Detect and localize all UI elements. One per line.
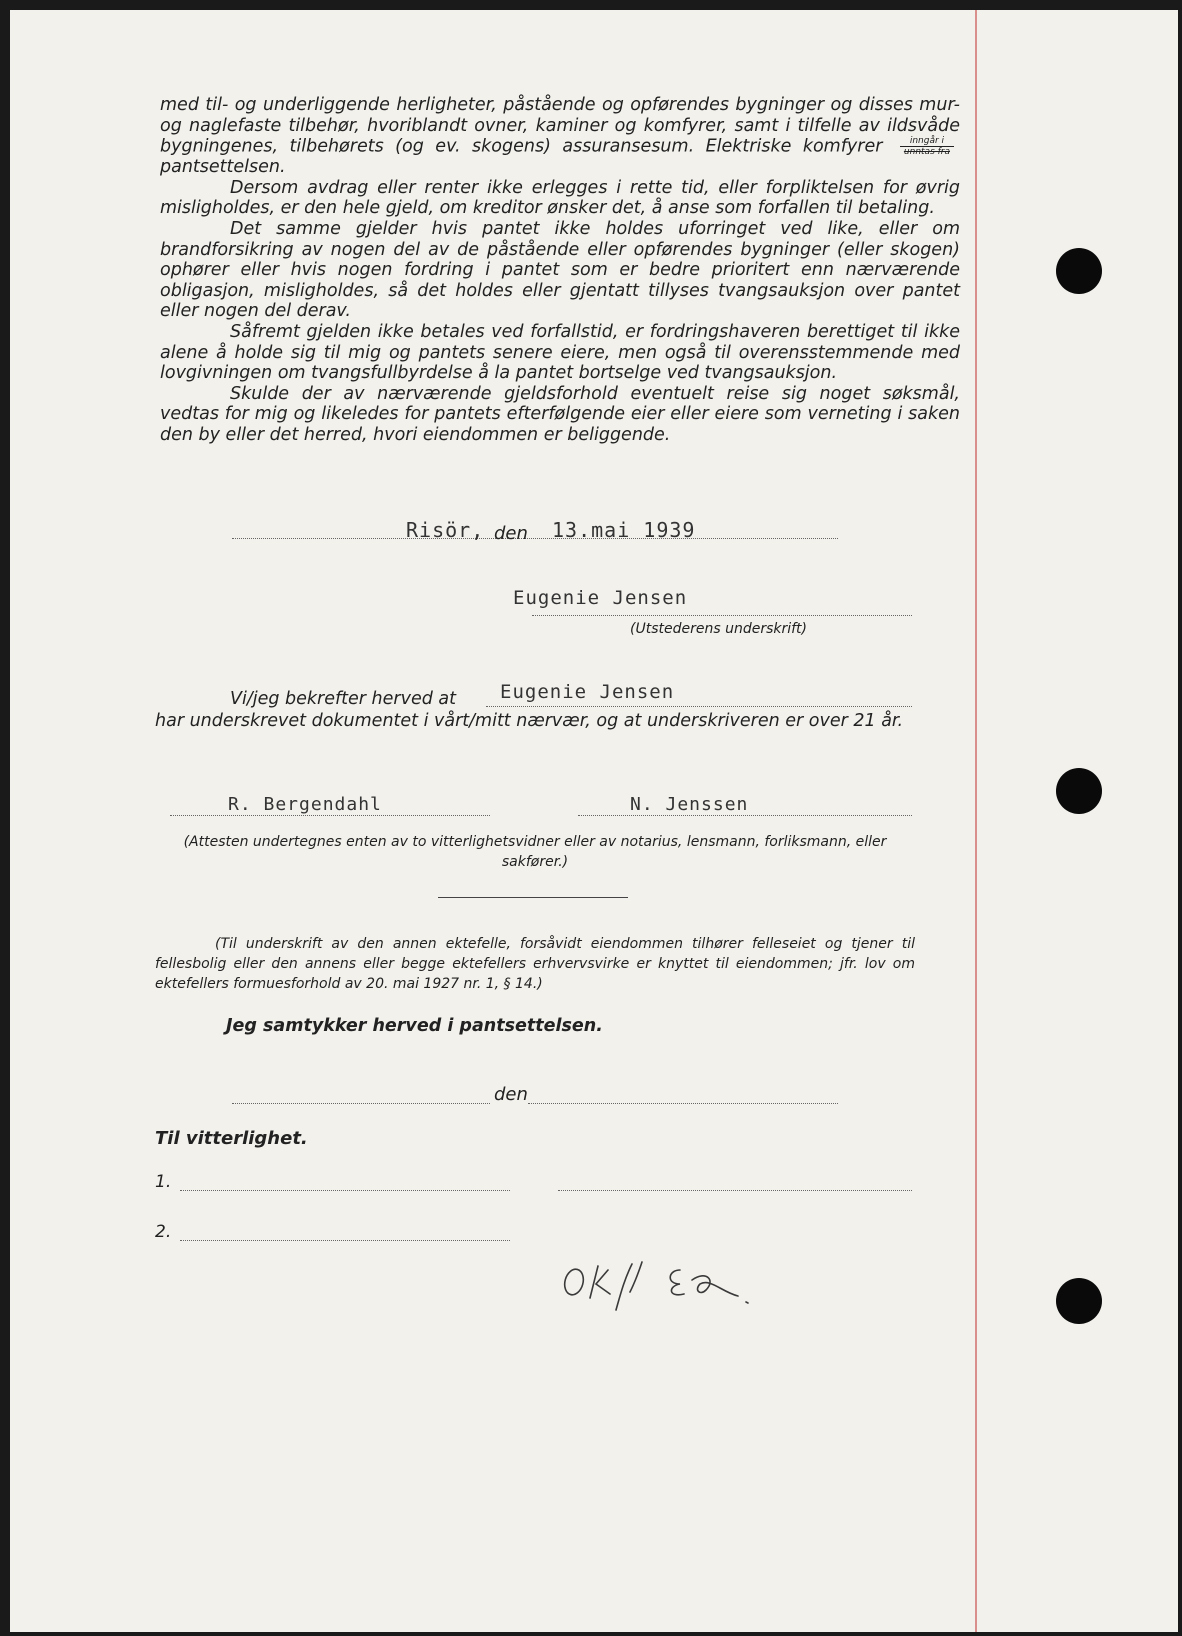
paragraph-5: Skulde der av nærværende gjeldsforhold eventuelt reise sig noget søksmål, vedtas for mig og likeledes for pantets efterfølgende eier eller eiere som verneting i saken den by eller det herred, hvori eiendommen er beliggende. <box>160 383 960 445</box>
paragraph-4: Såfremt gjelden ikke betales ved forfallstid, er fordringshaveren berettiget til ikke alene å holde sig til mig og pantets senere eiere, men også til overensstemmende med lovgivningen om tvangsfullbyrdelse å la pantet bortselge ved tvangsauksjon. <box>160 322 960 384</box>
punch-hole <box>1056 248 1102 294</box>
red-margin-line <box>975 10 977 1632</box>
fraction-choice <box>900 136 954 157</box>
mortgage-terms-text <box>160 95 960 446</box>
fraction-top: inngår i <box>900 136 954 147</box>
issuer-caption: (Utstederens underskrift) <box>630 621 808 637</box>
paragraph-1 <box>160 95 960 178</box>
place-line-2 <box>232 1103 490 1104</box>
place: Risör, <box>406 518 485 542</box>
attestation-note: (Attesten undertegnes enten av to vitterlighetsvidner eller av notarius, lensmann, forliksmann, eller sakfører.) <box>183 834 887 870</box>
witness-number-1: 1. <box>155 1172 172 1192</box>
witness-line-1b <box>558 1190 912 1191</box>
date: 13.mai 1939 <box>552 518 696 542</box>
date-line-2 <box>528 1103 838 1104</box>
confirmation-lead: Vi/jeg bekrefter herved at <box>230 689 456 709</box>
punch-hole <box>1056 768 1102 814</box>
witness-number-2: 2. <box>155 1222 172 1242</box>
confirmation-name: Eugenie Jensen <box>500 681 675 703</box>
paragraph-1-end: pantsettelsen. <box>160 157 286 178</box>
place-date-line <box>232 538 838 539</box>
issuer-name: Eugenie Jensen <box>513 587 688 609</box>
witness-1: R. Bergendahl <box>228 794 382 815</box>
issuer-signature-line <box>532 615 912 616</box>
witness-line-1a <box>180 1190 510 1191</box>
punch-hole <box>1056 1278 1102 1324</box>
confirmation-line <box>486 706 912 707</box>
consent-text: Jeg samtykker herved i pantsettelsen. <box>226 1016 603 1036</box>
witness-title: Til vitterlighet. <box>155 1128 308 1149</box>
witness-1-line <box>170 815 490 816</box>
separator-line <box>438 897 628 898</box>
confirmation-rest: har underskrevet dokumentet i vårt/mitt nærvær, og at underskriveren er over 21 år. <box>155 711 904 731</box>
paragraph-1-text: med til- og underliggende herligheter, påstående og opførendes bygninger og disses mur- og naglefaste tilbehør, hvoriblandt ovner, kaminer og komfyrer, samt i tilfelle av ildsvåde bygningenes, tilbehørets (og ev. skogens) assuransesum. Elektriske komfyrer <box>160 95 960 157</box>
witness-2-line <box>578 815 912 816</box>
fraction-bottom: unntas fra <box>903 147 950 158</box>
handwritten-ok-mark <box>550 1240 770 1320</box>
den-label-2: den <box>494 1084 528 1105</box>
document-page <box>10 10 1178 1632</box>
paragraph-3: Det samme gjelder hvis pantet ikke holdes uforringet ved like, eller om brandforsikring av nogen del av de påstående eller opførendes bygninger (eller skogen) ophører eller hvis nogen fordring i pantet som er bedre prioritert enn nærværende obligasjon, misligholdes, så det holdes eller gjentatt tillyses tvangsauksjon over pantet eller nogen del derav. <box>160 219 960 322</box>
witness-2: N. Jenssen <box>630 794 749 815</box>
paragraph-2: Dersom avdrag eller renter ikke erlegges i rette tid, eller forpliktelsen for øvrig misligholdes, er den hele gjeld, om kreditor ønsker det, å anse som forfallen til betaling. <box>160 177 960 219</box>
witness-line-2 <box>180 1240 510 1241</box>
den-label: den <box>494 523 528 544</box>
spouse-note: (Til underskrift av den annen ektefelle, forsåvidt eiendommen tilhører felleseiet og tjener til fellesbolig eller den annens eller begge ektefellers erhvervsvirke er knyttet til eiendommen; jfr. lov om ektefellers formuesforhold av 20. mai 1927 nr. 1, § 14.) <box>155 936 915 992</box>
